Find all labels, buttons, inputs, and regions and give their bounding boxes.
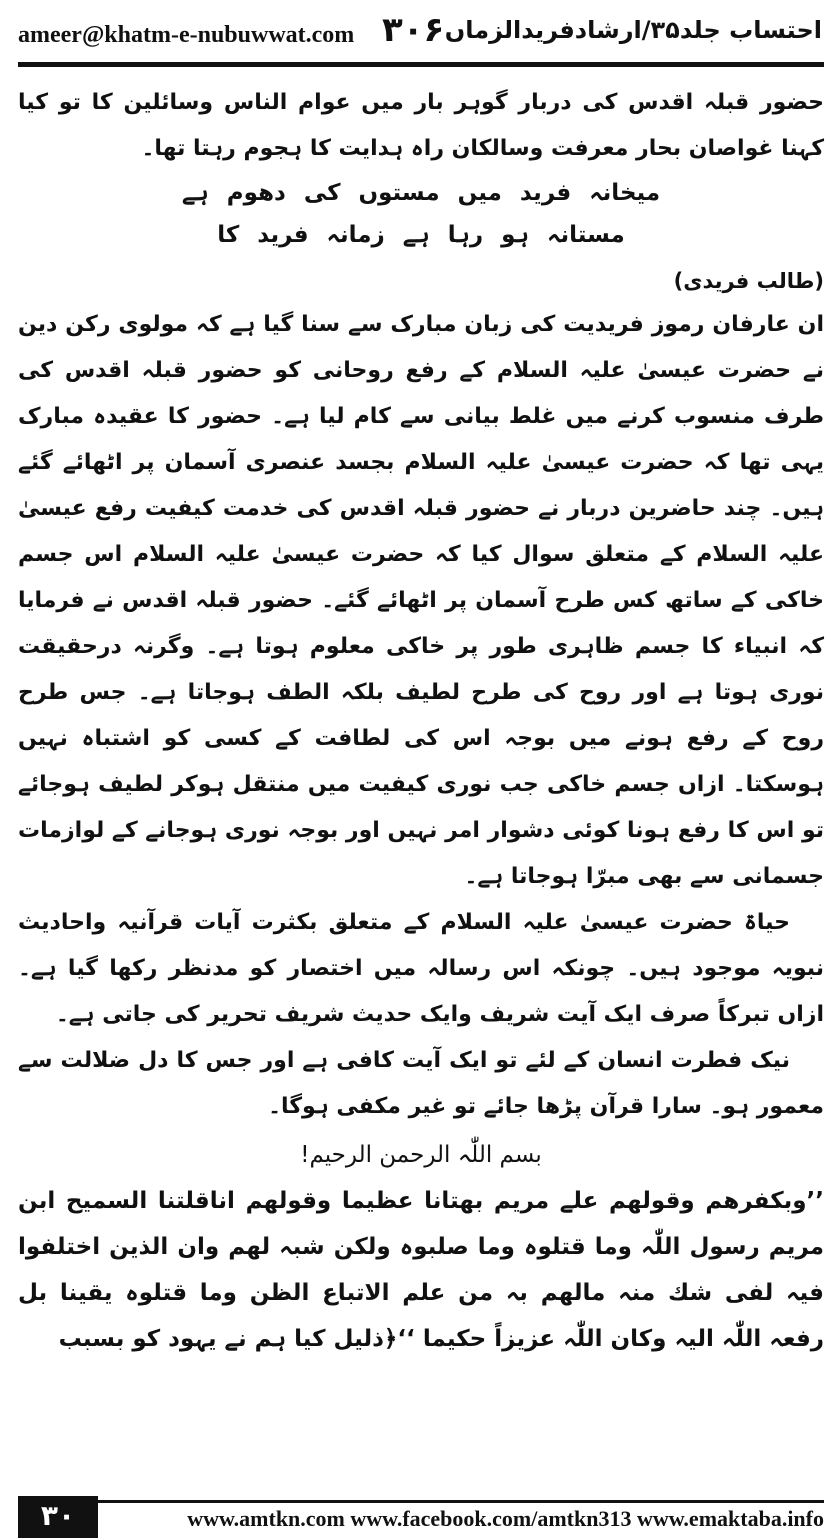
quran-verse: ’’وبکفرھم وقولھم علے مریم بھتانا عظیما وقولھم اناقلتنا السمیح ابن مریم رسول اللّٰہ وما قتلوہ وما صلبوہ ولکن شبہ لھم وان الذین اختلفوا فیہ لفی شك منہ مالھم بہ من علم الاتباع الظن وما قتلوہ یقینا بل رفعہ اللّٰہ الیہ وکان اللّٰہ عزیزاً حکیما ‘‘﴿ذلیل کیا ہم نے یہود کو بسبب xyxy=(18,1188,824,1352)
footer-page-number: ۳۰ xyxy=(18,1496,98,1538)
poem-attribution: (طالب فریدی) xyxy=(673,269,824,293)
footer-website-links: www.amtkn.com www.facebook.com/amtkn313 www.emaktaba.info xyxy=(187,1506,824,1531)
paragraph-verses-note: حیاۃ حضرت عیسیٰ علیہ السلام کے متعلق بکثرت آیات قرآنیہ واحادیث نبویہ موجود ہیں۔ چونکہ اس رسالہ میں اختصار کو مدنظر رکھا گیا ہے۔ ازاں تبرکاً صرف ایک آیت شریف وایک حدیث شریف تحریر کی جاتی ہے۔ xyxy=(18,910,824,1027)
footer-rule xyxy=(98,1500,824,1503)
page-body xyxy=(18,80,824,1362)
poem-line-2: مستانہ ہو رہا ہے زمانہ فرید کا xyxy=(217,222,625,248)
bismillah: بسم اللّٰہ الرحمن الرحیم! xyxy=(300,1142,542,1168)
page-footer xyxy=(0,1494,840,1540)
poem-couplet xyxy=(18,172,824,256)
header-book-title: احتساب جلد۳۵/ارشادفریدالزماں xyxy=(444,16,822,44)
header-rule xyxy=(18,62,824,67)
page-header xyxy=(0,0,840,62)
paragraph-narration: ان عارفان رموز فریدیت کی زبان مبارک سے سنا گیا ہے کہ مولوی رکن دین نے حضرت عیسیٰ علیہ السلام کے رفع روحانی کو حضور قبلہ اقدس کی طرف منسوب کرنے میں غلط بیانی سے کام لیا ہے۔ حضور کا عقیدہ مبارک یہی تھا کہ حضرت عیسیٰ علیہ السلام بجسد عنصری آسمان پر اٹھائے گئے ہیں۔ چند حاضرین دربار نے حضور قبلہ اقدس کی خدمت کیفیت رفع عیسیٰ علیہ السلام کے متعلق سوال کیا کہ حضرت عیسیٰ علیہ السلام اس جسم خاکی کے ساتھ کس طرح آسمان پر اٹھائے گئے۔ حضور قبلہ اقدس نے فرمایا کہ انبیاء کا جسم ظاہری طور پر خاکی معلوم ہوتا ہے۔ وگرنہ درحقیقت نوری ہوتا ہے اور روح کی طرح لطیف بلکہ الطف ہوجاتا ہے۔ جس طرح روح کے رفع ہونے میں بوجہ اس کی لطافت کے کسی کو اشتباہ نہیں ہوسکتا۔ ازاں جسم خاکی جب نوری کیفیت میں منتقل ہوکر لطیف ہوجائے تو اس کا رفع ہونا کوئی دشوار امر نہیں اور بوجہ نوری ہوجانے کے لوازمات جسمانی سے بھی مبرّا ہوجاتا ہے۔ xyxy=(18,312,824,889)
paragraph-guidance: نیک فطرت انسان کے لئے تو ایک آیت کافی ہے اور جس کا دل ضلالت سے معمور ہو۔ سارا قرآن پڑھا جائے تو غیر مکفی ہوگا۔ xyxy=(18,1048,824,1119)
header-page-number: ۳۰۶ xyxy=(382,10,445,50)
paragraph-intro: حضور قبلہ اقدس کی دربار گوہر بار میں عوام الناس وسائلین کا تو کیا کہنا غواصان بحار معرفت وسالکان راہ ہدایت کا ہجوم رہتا تھا۔ xyxy=(18,90,824,161)
header-email: ameer@khatm-e-nubuwwat.com xyxy=(18,22,355,48)
poem-line-1: میخانہ فرید میں مستوں کی دھوم ہے xyxy=(181,180,661,206)
